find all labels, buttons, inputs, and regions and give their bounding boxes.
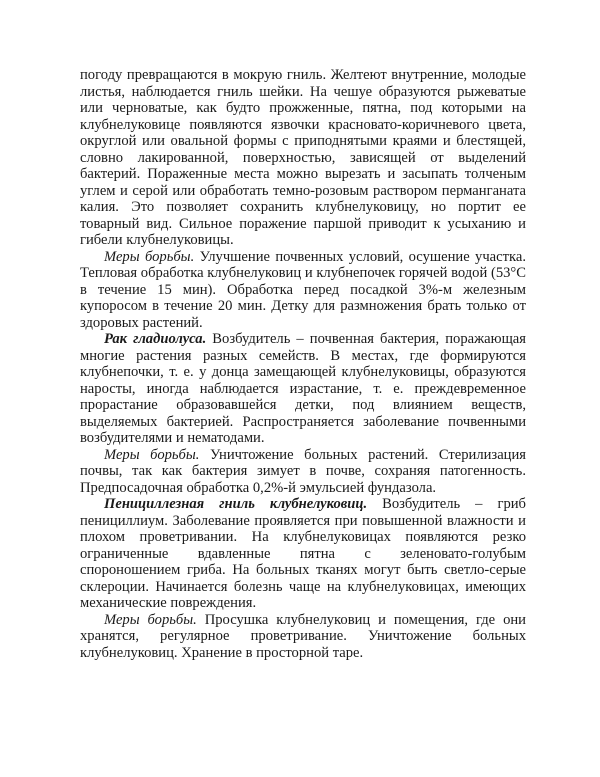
- paragraph-text: Возбудитель – почвенная бактерия, поражающая многие растения разных семейств. В местах, где формируются клубнепочки, т. е. у донца замещающей клубнелуковицы, образуются наросты, иногда наблюдается израстание, т. е. преждевременное прорастание образовавшейся детки, под влиянием веществ, выделяемых бактерией. Распространяется заболевание почвенными возбудителями и нематодами.: [80, 331, 526, 446]
- document-page: [80, 67, 526, 661]
- paragraph-text: Возбудитель – гриб пенициллиум. Заболевание проявляется при повышенной влажности и плохом проветривании. На клубнелуковицах появляются резко ограниченные вдавленные пятна с зеленовато-голубым спороношением гриба. На больных тканях могут быть светло-серые склероции. Начинается болезнь чаще на клубнелуковицах, имеющих механические повреждения.: [80, 496, 526, 611]
- paragraph-scab-control: [80, 249, 526, 332]
- control-measures-heading: Меры борьбы.: [104, 611, 197, 628]
- paragraph-text: Улучшение почвенных условий, осушение участка. Тепловая обработка клубнелуковиц и клубнепочек горячей водой (53°С в течение 15 мин). Обработка перед посадкой 3%-м железным купоросом в течение 20 мин. Детку для размножения брать только от здоровых растений.: [80, 248, 526, 331]
- paragraph-penicillium-control: [80, 612, 526, 662]
- disease-heading-gladiolus-cancer: Рак гладиолуса.: [104, 331, 207, 347]
- paragraph-gladiolus-cancer: [80, 331, 526, 447]
- paragraph-penicillium-rot: [80, 496, 526, 612]
- paragraph-text: погоду превращаются в мокрую гниль. Желтеют внутренние, молодые листья, наблюдается гниль шейки. На чешуе образуются рыжеватые или черноватые, как будто прожженные, пятна, под которыми на клубнелуковице появляются язвочки красновато-коричневого цвета, округлой или овальной формы с приподнятыми краями и блестящей, словно лакированной, поверхностью, зависящей от выделений бактерий. Пораженные места можно вырезать и засыпать толченым углем и серой или обработать темно-розовым раствором перманганата калия. Это позволяет сохранить клубнелуковицу, но портит ее товарный вид. Сильное поражение паршой приводит к усыханию и гибели клубнелуковицы.: [80, 67, 526, 248]
- paragraph-cancer-control: [80, 447, 526, 497]
- control-measures-heading: Меры борьбы.: [104, 248, 195, 265]
- paragraph-text: Просушка клубнелуковиц и помещения, где они хранятся, регулярное проветривание. Уничтожение больных клубнелуковиц. Хранение в просторной таре.: [80, 611, 526, 661]
- paragraph-text: Уничтожение больных растений. Стерилизация почвы, так как бактерия зимует в почве, сохраняя патогенность. Предпосадочная обработка 0,2%-й эмульсией фундазола.: [80, 446, 527, 496]
- control-measures-heading: Меры борьбы.: [104, 446, 200, 463]
- disease-heading-penicillium-rot: Пенициллезная гниль клубнелуковиц.: [104, 496, 368, 512]
- paragraph-scab-description: [80, 67, 526, 249]
